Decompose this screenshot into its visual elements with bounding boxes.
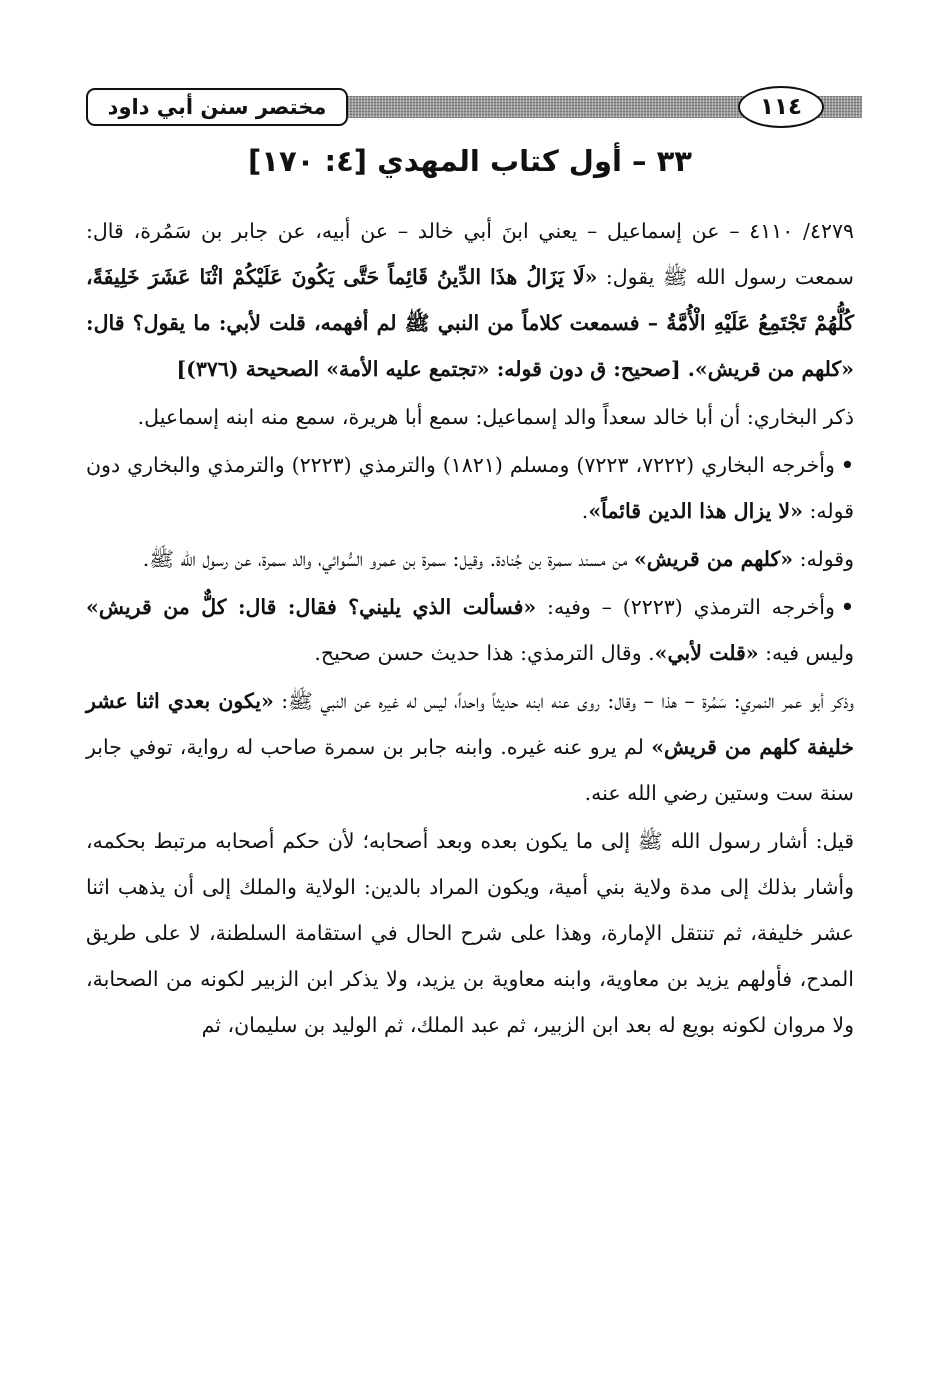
commentary-paragraph: ذكر البخاري: أن أبا خالد سعداً والد إسماعيل: سمع أبا هريرة، سمع منه ابنه إسماعيل. xyxy=(137,405,854,429)
bullet-icon: • xyxy=(840,595,854,619)
takhrij-text: وليس فيه: xyxy=(758,641,854,665)
takhrij-text: وأخرجه البخاري (٧٢٢٢، ٧٢٢٣) ومسلم (١٨٢١) والترمذي (٢٢٢٣) والترمذي والبخاري دون قوله: xyxy=(86,453,854,523)
commentary-text: لم يرو عنه غيره. وابنه جابر بن سمرة صاحب له رواية، توفي جابر سنة ست وستين رضي الله عنه. xyxy=(86,735,854,805)
punctuation: . xyxy=(581,499,589,523)
takhrij-paragraph xyxy=(86,442,854,534)
quoted-phrase: «لا يزال هذا الدين قائماً» xyxy=(588,499,803,523)
quoted-phrase: «يكون بعدي اثنا عشر خليفة كلهم من قريش» xyxy=(86,689,855,759)
commentary-paragraph: قيل: أشار رسول الله ﷺ إلى ما يكون بعده وبعد أصحابه؛ لأن حكم أصحابه مرتبط بحكمه، وأشار بذلك إلى مدة ولاية بني أمية، ويكون المراد بالدين: الولاية والملك إلى أن يذهب اثنا عشر خليفة، ثم تنتقل الإمارة، وهذا على شرح الحال في استقامة السلطنة، لا على طريق المدح، فأولهم يزيد بن معاوية، وابنه معاوية بن يزيد، ولا يذكر ابن الزبير لكونه من الصحابة، ولا مروان لكونه بويع له بعد ابن الزبير، ثم عبد الملك، ثم الوليد بن سليمان، ثم xyxy=(86,829,854,1037)
takhrij-paragraph xyxy=(86,584,854,676)
hadith-paragraph xyxy=(86,208,854,392)
takhrij-text: . وقال الترمذي: هذا حديث حسن صحيح. xyxy=(314,641,655,665)
commentary-paragraph xyxy=(86,536,854,582)
quoted-phrase: «فسألت الذي يليني؟ فقال: قال: كلٌّ من قريش» xyxy=(86,595,537,619)
hadith-text: «لَا يَزَالُ هذَا الدِّينُ قَائِماً حَتَّى يَكُونَ عَلَيْكُمْ اثْنَا عَشَرَ خَلِيفَةً، كُلُّهُمْ تَجْتَمِعُ عَلَيْهِ الْأُمَّةُ – فسمعت كلاماً من النبي ﷺ لم أفهمه، قلت لأبي: ما يقول؟ قال: «كلهم من قريش». [صحيح: ق دون قوله: «تجتمع عليه الأمة» الصحيحة (٣٧٦)] xyxy=(86,265,854,381)
quoted-phrase: «قلت لأبي» xyxy=(654,641,759,665)
quoted-phrase: «كلهم من قريش» xyxy=(633,547,794,571)
commentary-text: وقوله: xyxy=(793,547,854,571)
page-number: ١١٤ xyxy=(738,86,824,128)
body-text xyxy=(86,208,854,1048)
commentary-text: وذكر أبو عمر النمري: سَمُرة – هذا – وقال: روى عنه ابنه حديثاً واحداً، ليس له غيره عن النبي ﷺ: xyxy=(273,689,854,713)
commentary-text: من مسند سمرة بن جُنادة. وقيل: سمرة بن عمرو السُّوائي، والد سمرة، عن رسول الله ﷺ. xyxy=(142,547,634,571)
takhrij-text: وأخرجه الترمذي (٢٢٢٣) – وفيه: xyxy=(536,595,835,619)
commentary-paragraph xyxy=(86,678,854,816)
book-title: مختصر سنن أبي داود xyxy=(86,88,348,126)
bullet-icon: • xyxy=(840,453,854,477)
chapter-title: ٣٣ – أول كتاب المهدي [٤: ١٧٠] xyxy=(247,144,693,178)
hadith-chain: ٤٢٧٩/ ٤١١٠ – عن إسماعيل – يعني ابنَ أبي خالد – عن أبيه، عن جابر بن سَمُرة، قال: سمعت رسول الله ﷺ يقول: xyxy=(86,219,854,289)
